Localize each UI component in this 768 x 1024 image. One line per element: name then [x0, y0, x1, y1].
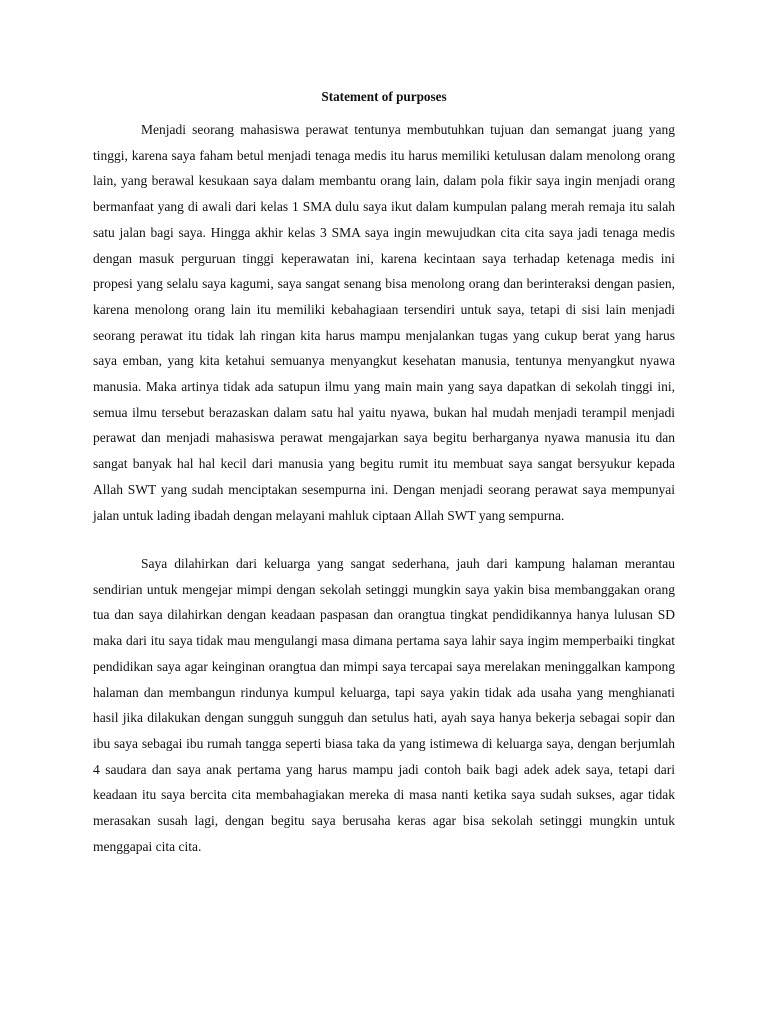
paragraph-2: Saya dilahirkan dari keluarga yang sangat sederhana, jauh dari kampung halaman merantau sendirian untuk mengejar mimpi dengan sekolah setinggi mungkin saya yakin bisa membanggakan orang tua dan saya dilahirkan dengan keadaan paspasan dan orangtua tingkat pendidikannya hanya lulusan SD maka dari itu saya tidak mau mengulangi masa dimana pertama saya lahir saya ingim memperbaiki tingkat pendidikan saya agar keinginan orangtua dan mimpi saya tercapai saya merelakan meninggalkan kampong halaman dan membangun rindunya kumpul keluarga, tapi saya yakin tidak ada usaha yang menghianati hasil jika dilakukan dengan sungguh sungguh dan setulus hati, ayah saya hanya bekerja sebagai sopir dan ibu saya sebagai ibu rumah tangga seperti biasa taka da yang istimewa di keluarga saya, dengan berjumlah 4 saudara dan saya anak pertama yang harus mampu jadi contoh baik bagi adek adek saya, tetapi dari keadaan itu saya bercita cita membahagiakan mereka di masa nanti ketika saya sudah sukses, agar tidak merasakan susah lagi, dengan begitu saya berusaha keras agar bisa sekolah setinggi mungkin untuk menggapai cita cita. — [93, 556, 675, 854]
paragraph-1: Menjadi seorang mahasiswa perawat tentunya membutuhkan tujuan dan semangat juang yang tinggi, karena saya faham betul menjadi tenaga medis itu harus memiliki ketulusan dalam menolong orang lain, yang berawal kesukaan saya dalam membantu orang lain, dalam pola fikir saya ingin menjadi orang bermanfaat yang di awali dari kelas 1 SMA dulu saya ikut dalam kumpulan palang merah remaja itu salah satu jalan bagi saya. Hingga akhir kelas 3 SMA saya ingin mewujudkan cita cita saya jadi tenaga medis dengan masuk perguruan tinggi keperawatan ini, karena kecintaan saya terhadap ketenaga medis ini propesi yang selalu saya kagumi, saya sangat senang bisa menolong orang dan berinteraksi dengan pasien, karena menolong orang lain itu memiliki kebahagiaan tersendiri untuk saya, tetapi di sisi lain menjadi seorang perawat itu tidak lah ringan kita harus mampu menjalankan tugas yang cukup berat yang harus saya emban, yang kita ketahui semuanya menyangkut kesehatan manusia, tentunya menyangkut nyawa manusia. Maka artinya tidak ada satupun ilmu yang main main yang saya dapatkan di sekolah tinggi ini, semua ilmu tersebut berazaskan dalam satu hal yaitu nyawa, bukan hal mudah menjadi terampil menjadi perawat dan menjadi mahasiswa perawat mengajarkan saya begitu berharganya nyawa manusia itu dan sangat banyak hal hal kecil dari manusia yang begitu rumit itu membuat saya sangat bersyukur kepada Allah SWT yang sudah menciptakan sesempurna ini. Dengan menjadi seorang perawat saya mempunyai jalan untuk lading ibadah dengan melayani mahluk ciptaan Allah SWT yang sempurna. — [93, 122, 675, 523]
document-title: Statement of purposes — [321, 89, 447, 104]
